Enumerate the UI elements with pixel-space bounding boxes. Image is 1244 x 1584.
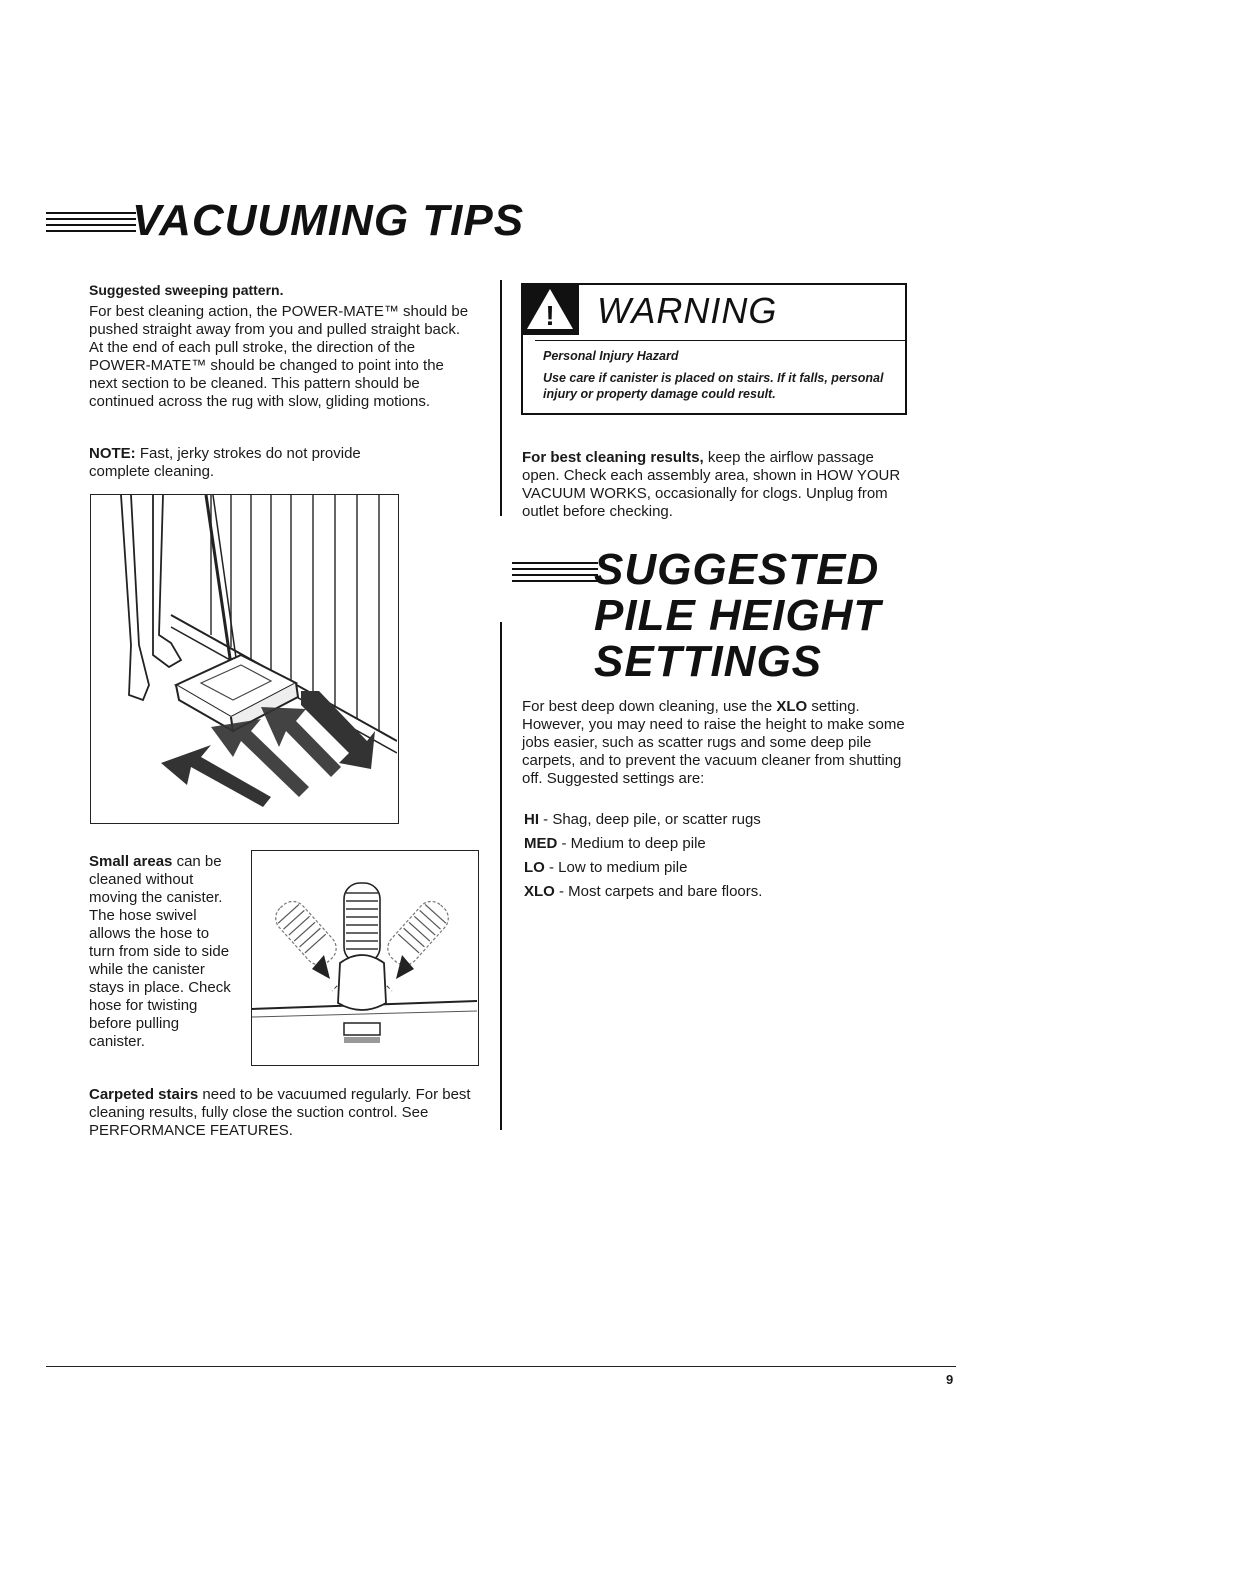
warning-message: Use care if canister is placed on stairs. If it falls, personal injury or property damage could result. bbox=[543, 371, 884, 401]
column-divider-lower bbox=[500, 622, 502, 1130]
sweeping-note bbox=[89, 445, 389, 481]
footer-rule bbox=[46, 1366, 956, 1367]
small-areas-body: can be cleaned without moving the canister. The hose swivel allows the hose to turn from side to side while the canister stays in place. Check hose for twisting before pulling canister. bbox=[89, 853, 231, 1050]
best-results-lead: For best cleaning results, bbox=[522, 449, 704, 466]
column-divider-upper bbox=[500, 280, 502, 516]
page-number: 9 bbox=[946, 1372, 954, 1387]
warning-title: WARNING bbox=[597, 290, 778, 331]
heading-rule-lines bbox=[46, 212, 136, 234]
page-title: VACUUMING TIPS bbox=[132, 196, 525, 245]
carpeted-stairs-text bbox=[89, 1086, 481, 1140]
note-text: Fast, jerky strokes do not provide complete cleaning. bbox=[89, 445, 361, 480]
best-results-body: keep the airflow passage open. Check each assembly area, shown in HOW YOUR VACUUM WORKS, occasionally for clogs. Unplug from outlet before checking. bbox=[522, 449, 901, 520]
pile-heading-line-1: SUGGESTED bbox=[594, 545, 880, 594]
warning-triangle-icon bbox=[521, 283, 579, 335]
setting-lo: LO - Low to medium pile bbox=[524, 859, 688, 876]
setting-hi: HI - Shag, deep pile, or scatter rugs bbox=[524, 811, 761, 828]
pile-intro-pre: For best deep down cleaning, use the bbox=[522, 698, 773, 715]
svg-text:!: ! bbox=[545, 300, 555, 331]
setting-xlo: XLO - Most carpets and bare floors. bbox=[524, 883, 763, 900]
carpeted-stairs-body: need to be vacuumed regularly. For best cleaning results, fully close the suction control. See PERFORMANCE FEATURES. bbox=[89, 1086, 471, 1139]
warning-box bbox=[521, 283, 907, 415]
hose-swivel-illustration bbox=[251, 850, 479, 1066]
sweeping-pattern-illustration bbox=[90, 494, 399, 824]
pile-intro-bold: XLO bbox=[776, 698, 808, 715]
pile-heading-rule-lines bbox=[512, 562, 598, 584]
small-areas-lead: Small areas bbox=[89, 853, 173, 870]
sweeping-heading: Suggested sweeping pattern. bbox=[89, 282, 284, 298]
pile-intro bbox=[522, 698, 912, 788]
best-results-text bbox=[522, 449, 908, 521]
sweeping-paragraph: For best cleaning action, the POWER-MATE™ should be pushed straight away from you and pulled straight back. At the end of each pull stroke, the direction of the POWER-MATE™ should be changed to point into the next section to be cleaned. This pattern should be continued across the rug with slow, gliding motions. bbox=[89, 303, 469, 410]
pile-intro-post: setting. However, you may need to raise the height to make some jobs easier, such as scatter rugs and some deep pile carpets, and to prevent the vacuum cleaner from shutting off. Suggested settings are: bbox=[522, 698, 905, 787]
note-label: NOTE: bbox=[89, 445, 136, 462]
warning-divider bbox=[535, 340, 905, 341]
warning-hazard: Personal Injury Hazard bbox=[543, 349, 679, 363]
carpeted-stairs-lead: Carpeted stairs bbox=[89, 1086, 199, 1103]
setting-med: MED - Medium to deep pile bbox=[524, 835, 706, 852]
pile-settings-list bbox=[524, 811, 904, 907]
pile-heading-line-2: PILE HEIGHT bbox=[594, 591, 882, 640]
small-areas-text bbox=[89, 853, 239, 1051]
pile-heading-line-3: SETTINGS bbox=[594, 637, 823, 686]
